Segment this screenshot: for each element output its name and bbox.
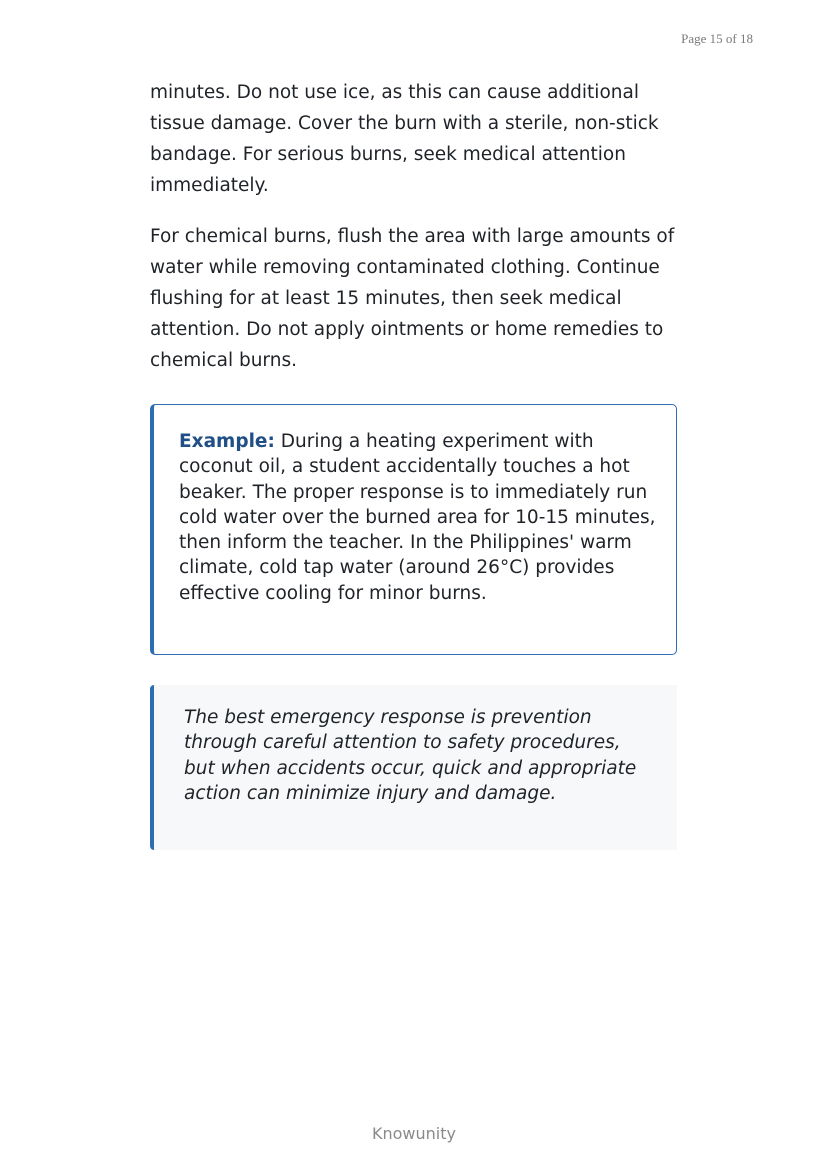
- example-label: Example:: [179, 431, 275, 452]
- example-text: [179, 429, 656, 606]
- callout-text: The best emergency response is prevention through careful attention to safety procedures, but when accidents occur, quick and appropriate action can minimize injury and damage.: [184, 707, 637, 804]
- footer-brand: Knowunity: [372, 1124, 456, 1143]
- paragraph-chemical-burns: For chemical burns, flush the area with large amounts of water while removing contaminated clothing. Continue flushing for at least 15 minutes, then seek medical attention. Do not apply ointments or home remedies to chemical burns.: [150, 226, 675, 371]
- callout-quote: [150, 685, 677, 850]
- example-box: [150, 404, 677, 655]
- paragraph-burn-care: minutes. Do not use ice, as this can cause additional tissue damage. Cover the burn with a sterile, non-stick bandage. For serious burns, seek medical attention immediately.: [150, 82, 659, 196]
- body-text: [150, 77, 678, 376]
- page-number: Page 15 of 18: [681, 31, 753, 46]
- example-body: During a heating experiment with coconut oil, a student accidentally touches a hot beaker. The proper response is to immediately run cold water over the burned area for 10-15 minutes, then inform the teacher. In the Philippines' warm climate, cold tap water (around 26°C) provides effective cooling for minor burns.: [179, 431, 656, 604]
